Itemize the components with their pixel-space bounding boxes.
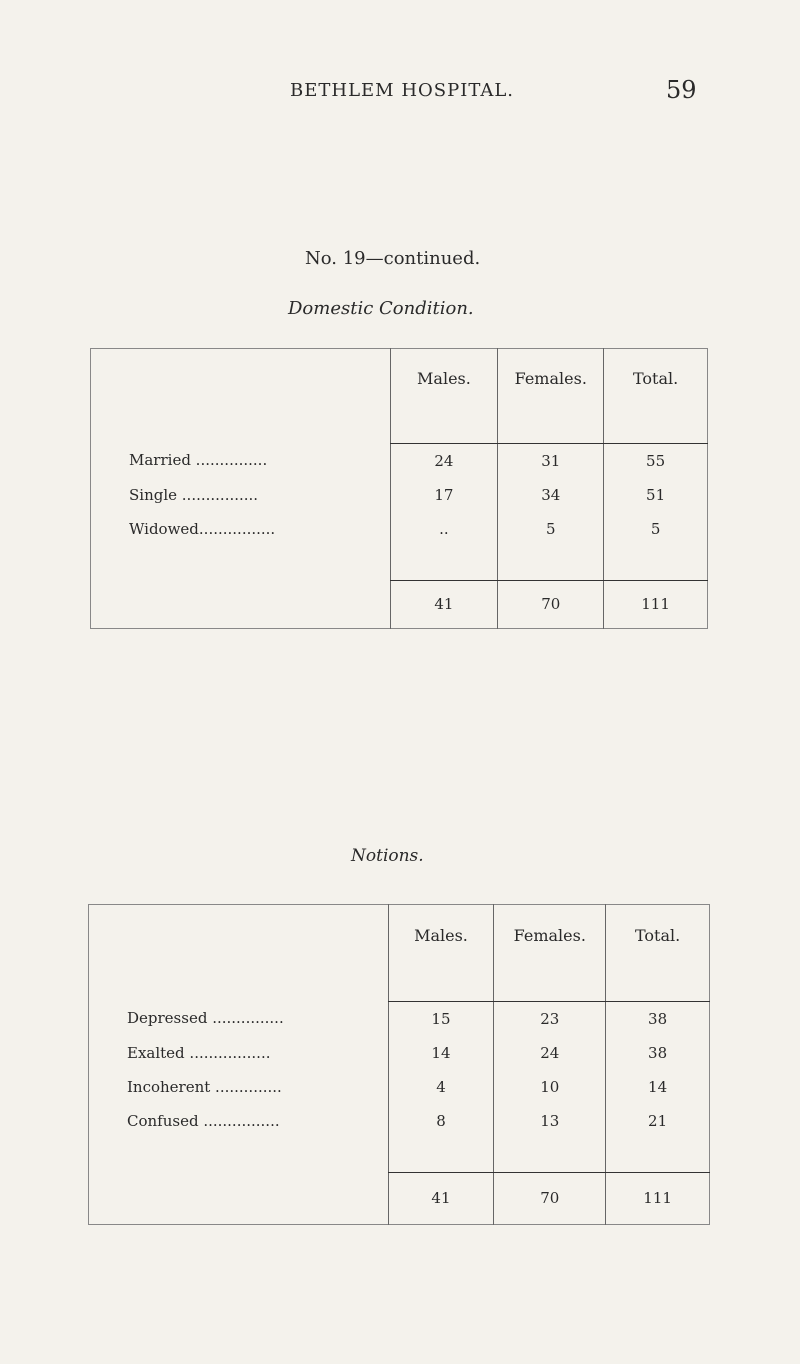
cell-males: 15 bbox=[388, 1001, 494, 1036]
column-header-females: Females. bbox=[498, 349, 604, 409]
totals-row bbox=[91, 580, 708, 628]
domestic-condition-table bbox=[90, 348, 708, 629]
notions-caption: Notions. bbox=[351, 846, 424, 866]
total-males: 41 bbox=[390, 580, 498, 628]
cell-total: 51 bbox=[604, 478, 708, 512]
column-header-females: Females. bbox=[494, 905, 606, 967]
cell-total: 55 bbox=[604, 443, 708, 478]
cell-males: 14 bbox=[388, 1036, 494, 1070]
total-females: 70 bbox=[498, 580, 604, 628]
column-header-total: Total. bbox=[606, 905, 710, 967]
total-total: 111 bbox=[604, 580, 708, 628]
row-label: Single ................ bbox=[129, 485, 259, 504]
cell-females: 10 bbox=[494, 1070, 606, 1104]
row-label: Incoherent .............. bbox=[127, 1077, 282, 1096]
header-spacer bbox=[89, 905, 389, 967]
cell-males: 24 bbox=[390, 443, 498, 478]
notions-table bbox=[88, 904, 710, 1225]
row-label: Married ............... bbox=[129, 451, 268, 470]
section-subtitle: Domestic Condition. bbox=[288, 298, 474, 319]
row-label: Depressed ............... bbox=[127, 1009, 284, 1028]
total-males: 41 bbox=[388, 1172, 494, 1224]
table-row bbox=[91, 478, 708, 512]
header-spacer bbox=[91, 349, 391, 409]
cell-total: 14 bbox=[606, 1070, 710, 1104]
column-header-males: Males. bbox=[388, 905, 494, 967]
totals-row bbox=[89, 1172, 710, 1224]
table-row bbox=[91, 512, 708, 546]
table-row bbox=[89, 1036, 710, 1070]
cell-females: 23 bbox=[494, 1001, 606, 1036]
row-label: Exalted ................. bbox=[127, 1043, 271, 1062]
table-row bbox=[89, 1001, 710, 1036]
cell-females: 31 bbox=[498, 443, 604, 478]
total-females: 70 bbox=[494, 1172, 606, 1224]
cell-females: 34 bbox=[498, 478, 604, 512]
cell-males: .. bbox=[390, 512, 498, 546]
cell-females: 24 bbox=[494, 1036, 606, 1070]
cell-total: 38 bbox=[606, 1001, 710, 1036]
cell-females: 5 bbox=[498, 512, 604, 546]
total-total: 111 bbox=[606, 1172, 710, 1224]
section-number: No. 19—continued. bbox=[305, 248, 481, 269]
cell-males: 17 bbox=[390, 478, 498, 512]
running-header: BETHLEM HOSPITAL. bbox=[290, 80, 515, 101]
page-number: 59 bbox=[666, 76, 697, 104]
table-row bbox=[89, 1104, 710, 1138]
column-header-total: Total. bbox=[604, 349, 708, 409]
cell-females: 13 bbox=[494, 1104, 606, 1138]
cell-males: 4 bbox=[388, 1070, 494, 1104]
table-row bbox=[91, 443, 708, 478]
cell-total: 5 bbox=[604, 512, 708, 546]
cell-total: 38 bbox=[606, 1036, 710, 1070]
cell-males: 8 bbox=[388, 1104, 494, 1138]
row-label: Confused ................ bbox=[127, 1111, 280, 1130]
column-header-males: Males. bbox=[390, 349, 498, 409]
table-row bbox=[89, 1070, 710, 1104]
cell-total: 21 bbox=[606, 1104, 710, 1138]
row-label: Widowed................ bbox=[129, 519, 276, 538]
